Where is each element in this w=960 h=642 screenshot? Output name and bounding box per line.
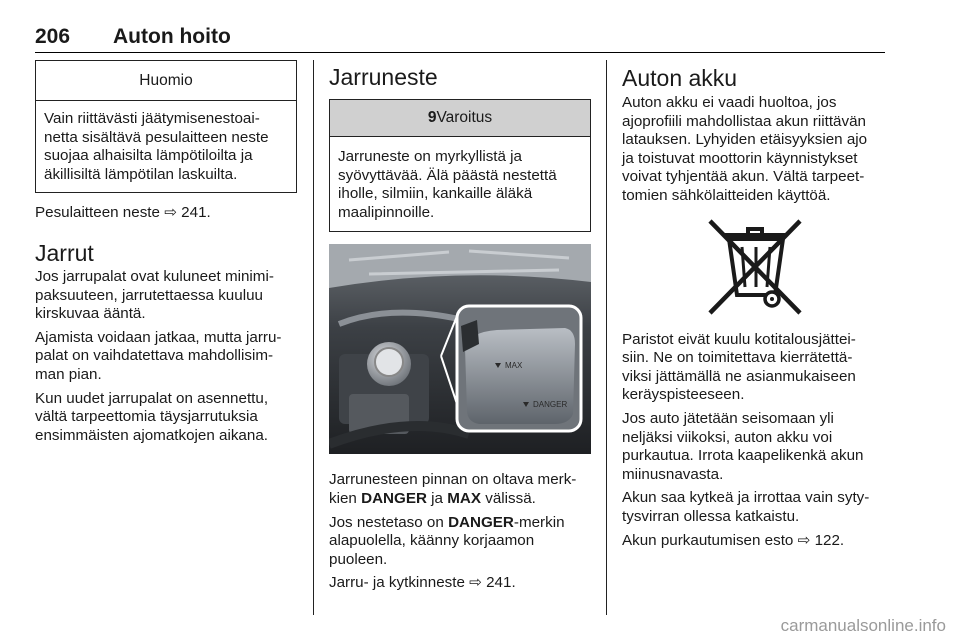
text-fragment: välissä. [485, 489, 536, 507]
danger-keyword: DANGER [448, 513, 514, 531]
engine-bay-illustration [329, 244, 591, 454]
notice-body [36, 101, 296, 192]
reference-page: 122. [814, 531, 845, 549]
brake-clutch-fluid-reference[interactable] [329, 574, 591, 593]
brake-fluid-paragraph [329, 471, 591, 508]
text-fragment: Jos nestetaso on [329, 513, 444, 531]
text-line: paksuuteen, jarrutettaessa kuuluu [35, 286, 263, 304]
column-right [622, 60, 887, 550]
text-line: vältä tarpeettomia täysjarrutuksia [35, 408, 258, 426]
text-line: tysvirran ollessa katkaistu. [622, 507, 800, 525]
warning-title-bar [330, 100, 590, 137]
crossed-out-bin-icon [622, 207, 887, 317]
notice-title: Huomio [36, 61, 296, 101]
text-line: Akun saa kytkeä ja irrottaa vain syty- [622, 489, 870, 507]
notice-box [35, 60, 297, 193]
column-left [35, 60, 297, 445]
battery-heading: Auton akku [622, 65, 738, 91]
notice-line: suojaa alhaisilta lämpötiloilta ja [44, 147, 253, 165]
washer-fluid-reference[interactable] [35, 204, 297, 223]
text-line: Paristot eivät kuulu kotitalousjättei- [622, 330, 856, 348]
brake-fluid-paragraph [329, 514, 591, 570]
text-line: alapuolella, käänny korjaamon [329, 532, 535, 550]
battery-discharge-reference[interactable] [622, 532, 887, 551]
battery-paragraph [622, 410, 887, 484]
reference-page: 241. [181, 204, 211, 222]
notice-line: netta sisältävä pesulaitteen neste [44, 128, 269, 146]
reference-text: Jarru- ja kytkinneste [329, 574, 465, 592]
watermark: carmanualsonline.info [780, 616, 946, 635]
brake-fluid-reservoir-photo [329, 244, 591, 454]
page-number: 206 [35, 25, 71, 48]
column-middle [329, 60, 591, 593]
danger-keyword: DANGER [361, 489, 427, 507]
text-line: man pian. [35, 365, 102, 383]
reference-page: 241. [486, 574, 516, 592]
text-line: neljäksi viikoksi, auton akku voi [622, 428, 833, 446]
section-title: Auton hoito [113, 25, 231, 48]
text-line: Jarrunesteen pinnan on oltava merk- [329, 471, 577, 489]
reference-text: Pesulaitteen neste [35, 204, 160, 222]
danger-mark-label: DANGER [533, 400, 568, 410]
warning-triangle-icon: 9 [427, 109, 437, 126]
battery-paragraph [622, 489, 887, 526]
text-line: Jos auto jätetään seisomaan yli [622, 409, 834, 427]
max-mark-label: MAX [505, 361, 523, 371]
text-fragment: kien [329, 489, 357, 507]
battery-paragraph [622, 331, 887, 405]
warning-title: Varoitus [436, 109, 493, 126]
column-divider [313, 60, 314, 615]
warning-box [329, 99, 591, 232]
warning-line: syövyttävää. Älä päästä nestettä [338, 166, 557, 184]
text-line: ja toistuvat moottorin käynnistykset [622, 149, 858, 167]
text-line: tomien sähkölaitteiden käyttöä. [622, 186, 831, 204]
text-line: puoleen. [329, 550, 388, 568]
text-line: palat on vaihdatettava mahdollisim- [35, 347, 274, 365]
text-fragment: -merkin [513, 513, 565, 531]
warning-line: maalipinnoille. [338, 203, 435, 221]
reference-arrow-icon: ⇨ [797, 531, 811, 549]
brake-fluid-heading: Jarruneste [329, 64, 438, 90]
text-line: voivat tyhjentää akun. Vältä tarpeet- [622, 168, 865, 186]
warning-line: Jarruneste on myrkyllistä ja [338, 148, 523, 165]
text-line: miinusnavasta. [622, 465, 724, 483]
text-line: Auton akku ei vaadi huoltoa, jos [622, 94, 837, 111]
max-keyword: MAX [447, 489, 481, 507]
page-header [35, 22, 885, 53]
reference-arrow-icon: ⇨ [164, 204, 177, 222]
brakes-paragraph [35, 390, 297, 446]
text-line: keräyspisteeseen. [622, 386, 745, 404]
text-line: Kun uudet jarrupalat on asennettu, [35, 389, 269, 407]
reference-text: Akun purkautumisen esto [622, 531, 794, 549]
warning-body [330, 137, 590, 231]
reference-arrow-icon: ⇨ [469, 574, 482, 592]
notice-line: Vain riittävästi jäätymisenestoai- [44, 110, 260, 127]
text-line: ensimmäisten ajomatkojen aikana. [35, 426, 268, 444]
brakes-paragraph [35, 268, 297, 324]
column-divider [606, 60, 607, 615]
notice-line: äkillisiltä lämpötilan laskuilta. [44, 165, 238, 183]
text-line: purkautua. Irrota kaapelikenkä akun [622, 447, 864, 465]
battery-paragraph [622, 94, 887, 206]
brakes-heading: Jarrut [35, 239, 94, 266]
text-fragment: ja [431, 489, 443, 507]
text-line: Jos jarrupalat ovat kuluneet minimi- [35, 267, 274, 285]
warning-line: iholle, silmiin, kankaille äläkä [338, 185, 533, 203]
text-line: Ajamista voidaan jatkaa, mutta jarru- [35, 328, 282, 346]
text-line: viksi jättämällä ne asianmukaiseen [622, 367, 856, 385]
brakes-paragraph [35, 329, 297, 385]
text-line: siin. Ne on toimitettava kierrätettä- [622, 349, 853, 367]
text-line: ajoprofiili mahdollistaa akun riittävän [622, 112, 866, 130]
text-line: kirskuvaa ääntä. [35, 305, 146, 323]
text-line: latauksen. Lyhyiden etäisyyksien ajo [622, 131, 868, 149]
